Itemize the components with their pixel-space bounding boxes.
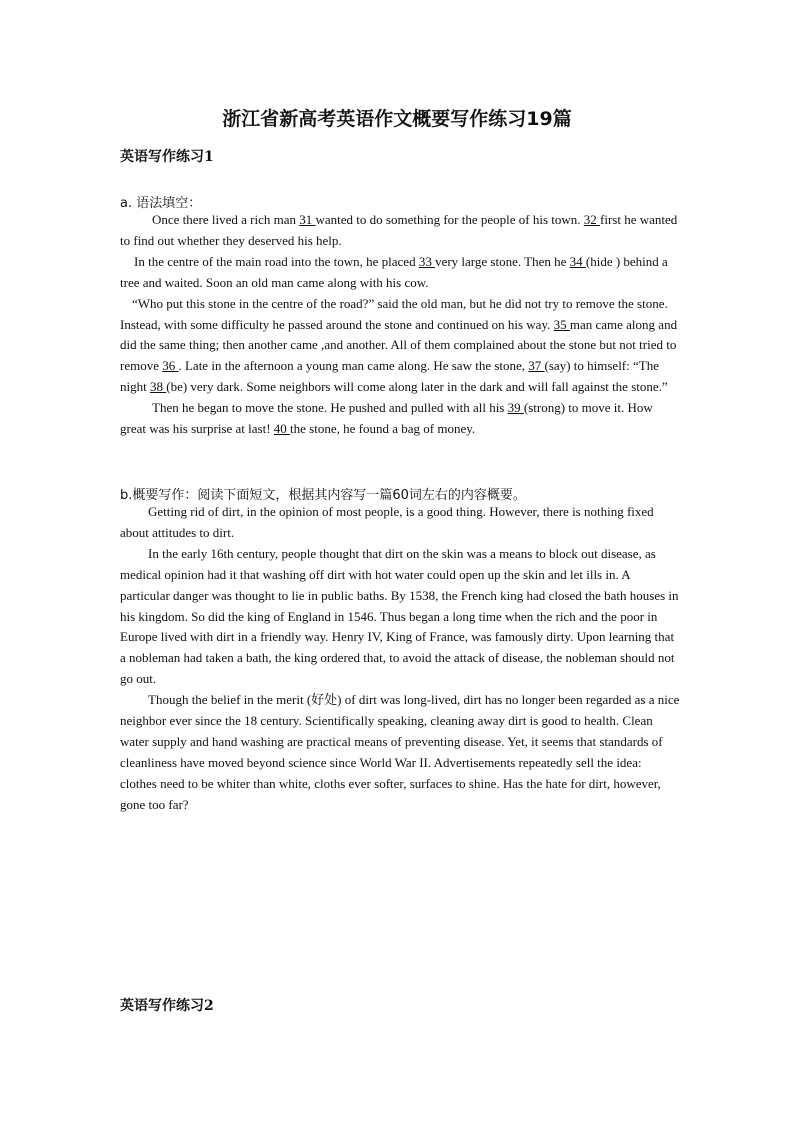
text-span: (hide ) behind a tree and waited. Soon an old man came along with his cow. [120,253,668,290]
passage-a-paragraph [120,252,680,294]
text-span: (be) very dark. Some neighbors will come along later in the dark and will fall against the stone.” [166,379,668,395]
part-b-label: b.概要写作：阅读下面短文，根据其内容写一篇60词左右的内容概要。 [120,488,526,503]
blank-32: 32 [583,212,601,227]
blank-36: 36 [162,358,179,374]
blank-33: 33 [418,253,436,269]
text-span: very large stone. Then he [435,253,570,269]
passage-a-paragraph [120,398,680,440]
text-span: “Who put this stone in the centre of the road?” said the old man, but he did not try to remove the stone. Instead, with some difficulty he passed around the stone and continued on his way. [120,295,668,332]
blank-35: 35 [553,316,570,332]
blank-37: 37 [528,358,545,374]
passage-b-paragraph: Though the belief in the merit (好处) of dirt was long-lived, dirt has no longer been regarded as a nice neighbor ever since the 18 century. Scientifically speaking, cleaning away dirt is good to health. Clean water supply and hand washing are practical means of preventing disease. Yet, it seems that standards of cleanliness have moved beyond science since World War II. Advertisements repeatedly sell the idea: clothes need to be whiter than white, cloths ever softer, surfaces to shine. Has the hate for dirt, however, gone too far? [120,692,680,812]
passage-b-paragraph: Getting rid of dirt, in the opinion of most people, is a good thing. However, there is nothing fixed about attitudes to dirt. [120,504,654,540]
text-span: Then he began to move the stone. He pushed and pulled with all his [152,400,508,416]
text-span: Once there lived a rich man [152,212,300,227]
passage-b-paragraph: In the early 16th century, people thought that dirt on the skin was a means to block out disease, as medical opinion had it that washing off dirt with hot water could open up the skin and let ills in. A particular danger was thought to lie in public baths. By 1538, the French king had closed the bath houses in his kingdom. So did the king of England in 1546. Thus began a long time when the rich and the poor in Europe lived with dirt in a friendly way. Henry IV, King of France, was famously dirty. Upon learning that a nobleman had taken a bath, the king ordered that, to avoid the attack of disease, the nobleman should not go out. [120,545,679,687]
passage-a-paragraph [120,210,680,252]
passage-a [120,210,680,440]
text-span: (say) to himself: “The night [120,358,659,395]
text-span: (strong) to move it. How great was his surprise at last! [120,400,653,437]
blank-40: 40 [273,421,291,437]
text-span: the stone, he found a bag of money. [290,421,476,437]
blank-39: 39 [507,400,524,416]
blank-38: 38 [149,379,167,395]
page-title: 浙江省新高考英语作文概要写作练习19篇 [222,108,572,130]
passage-a-paragraph [120,294,680,399]
blank-31: 31 [299,212,316,227]
passage-b [120,502,680,816]
section-heading-1: 英语写作练习1 [120,149,214,165]
blank-34: 34 [569,253,586,269]
text-span: In the centre of the main road into the town, he placed [134,253,419,269]
part-a-label: a. 语法填空： [120,196,202,211]
text-span: . Late in the afternoon a young man came along. He saw the stone, [178,358,529,374]
text-span: first he wanted to find out whether they deserved his help. [120,212,678,248]
section-heading-2: 英语写作练习2 [120,998,214,1014]
text-span: man came along and did the same thing; then another came ,and another. All of them complained about the stone but not tried to remove [120,316,678,374]
text-span: wanted to do something for the people of his town. [315,212,584,227]
